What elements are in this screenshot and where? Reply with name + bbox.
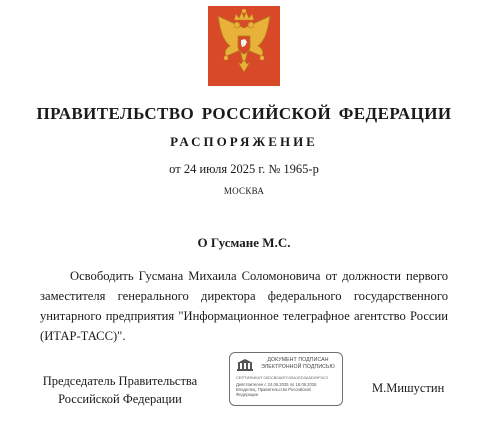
document-city: МОСКВА [223, 186, 265, 196]
document-subject: О Гусмане М.С. [197, 235, 291, 250]
document-type: РАСПОРЯЖЕНИЕ [170, 134, 318, 149]
e-sign-title-line2: ЭЛЕКТРОННОЙ ПОДПИСЬЮ [261, 363, 335, 370]
e-sign-owner-line2: Федерации [236, 392, 258, 398]
e-sign-details [236, 382, 340, 398]
e-sign-validity: Действителен с 24.06.2025 по 18.09.2026 [236, 382, 317, 387]
document-date-number: от 24 июля 2025 г. № 1965-р [169, 162, 319, 176]
document-body: Освободить Гусмана Михаила Соломоновича от должности первого заместителя генерального директора федерального государственного унитарного предприятия "Информационное телеграфное агентство России (ИТАР-ТАСС)". [40, 269, 448, 343]
signature-seal-icon [236, 358, 254, 372]
e-sign-certificate: СЕРТИФИКАТ 00DCB0A0FC05A1ED3A5D09F0C2 [236, 375, 328, 380]
e-sign-owner: Владелец: Правительство Российской [236, 387, 311, 393]
electronic-signature-stamp [229, 352, 343, 406]
government-title: ПРАВИТЕЛЬСТВО РОССИЙСКОЙ ФЕДЕРАЦИИ [36, 104, 452, 123]
e-sign-title [256, 357, 340, 370]
e-sign-title-line1: ДОКУМЕНТ ПОДПИСАН [267, 357, 329, 363]
signer-position [40, 372, 200, 408]
signer-position-line1: Председатель Правительства [42, 374, 198, 388]
signer-position-line2: Российской Федерации [58, 392, 182, 406]
signer-name: М.Мишустин [372, 381, 445, 395]
russian-coat-of-arms-icon [208, 6, 280, 86]
